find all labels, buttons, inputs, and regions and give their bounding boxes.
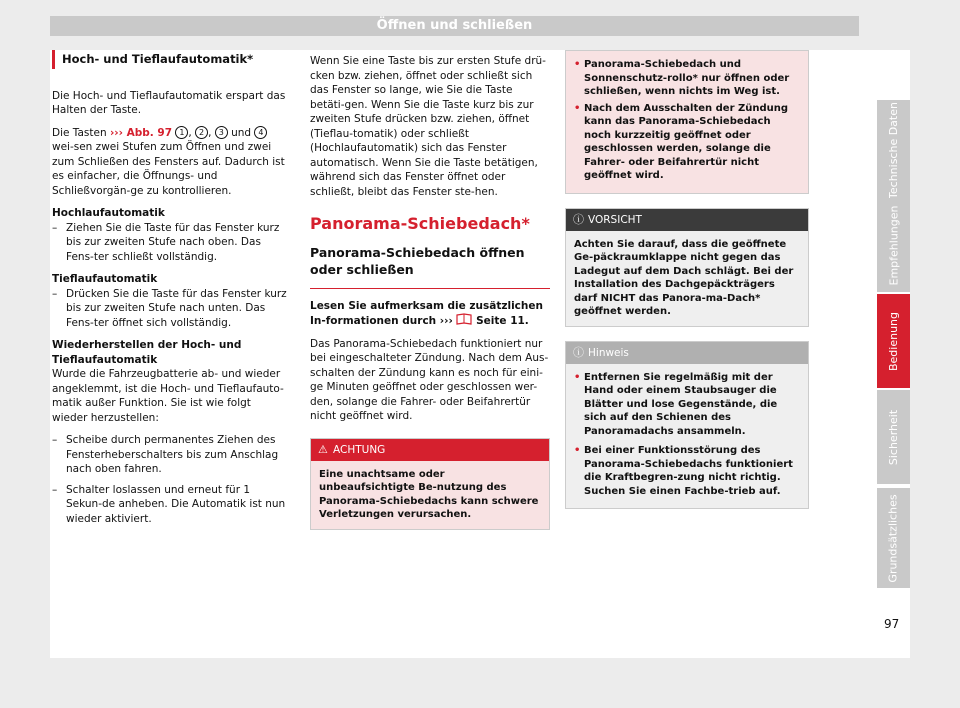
hinweis-body [566, 364, 808, 509]
seite-link[interactable]: Seite 11. [476, 315, 529, 327]
bullet-item: • Nach dem Ausschalten der Zündung kann das Panorama-Schiebedach noch kurzzeitig geöffnet oder geschlossen werden, solange die Fahrer- oder Beifahrertür nicht geöffnet wird. [574, 102, 800, 183]
wieder-list [52, 433, 287, 526]
wieder-title: Wiederherstellen der Hoch- und Tieflaufautomatik [52, 339, 242, 366]
tab-label: Bedienung [887, 311, 900, 371]
big-title: Panorama-Schiebedach* [310, 214, 530, 233]
vorsicht-title: VORSICHT [588, 213, 642, 226]
hinweis-head [566, 342, 808, 364]
tief-title: Tieflaufautomatik [52, 273, 158, 285]
list-item: – Drücken Sie die Taste für das Fenster kurz bis zur zweiten Stufe nach unten. Das Fens-ter öffnet sich vollständig. [52, 287, 287, 331]
page-number: 97 [884, 617, 900, 631]
intro-text: Die Hoch- und Tieflaufautomatik erspart das Halten der Taste. [52, 89, 286, 116]
warning-icon: ⚠ [318, 442, 328, 456]
achtung-continued-body [566, 51, 808, 193]
list-item: – Schalter loslassen und erneut für 1 Sekun-de anheben. Die Automatik ist nun wieder aktiviert. [52, 483, 287, 527]
achtung-head [311, 439, 549, 461]
figure-link[interactable]: ››› Abb. 97 [109, 126, 173, 139]
list-item: – Scheibe durch permanentes Ziehen des Fensterheberschalters bis zum Anschlag nach oben fahren. [52, 433, 287, 477]
column-middle [310, 54, 550, 542]
und-word: und [231, 126, 252, 139]
book-icon [456, 313, 472, 325]
tab-grundsaetzliches[interactable] [877, 488, 910, 588]
hinweis-box [565, 341, 809, 510]
hinweis-title: Hinweis [588, 346, 629, 359]
vorsicht-box [565, 208, 809, 327]
tab-sicherheit[interactable] [877, 390, 910, 484]
column-right [565, 50, 809, 521]
tasten-paragraph: Die Tasten ››› Abb. 97 1 , 2 , 3 und 4 wei-sen zwei Stufen zum Öffnen und zwei zum Schließen des Fensters auf. Dadurch ist es einfacher, die Öffnungs- und Schließvorgän-ge zu kontrollieren. [52, 126, 285, 197]
bullet-item: • Panorama-Schiebedach und Sonnenschutz-rollo* nur öffnen oder schließen, wenn nichts im Weg ist. [574, 58, 800, 99]
tasten-pre: Die Tasten [52, 126, 107, 139]
number-badge-2: 2 [195, 126, 208, 139]
achtung-box [310, 438, 550, 530]
lesen-line [310, 299, 550, 329]
column-left [52, 50, 287, 534]
bullet-item: • Bei einer Funktionsstörung des Panorama-Schiebedachs funktioniert die Kraftbegren-zung nicht richtig. Suchen Sie einen Fachbe-trieb auf. [574, 444, 800, 498]
achtung-continued-box [565, 50, 809, 194]
tab-bedienung[interactable] [877, 294, 910, 388]
hoch-title: Hochlaufautomatik [52, 207, 165, 219]
number-badge-4: 4 [254, 126, 267, 139]
tab-empfehlungen[interactable] [877, 198, 910, 292]
info-icon: ⓘ [573, 345, 584, 359]
achtung-title: ACHTUNG [333, 443, 386, 456]
sub-title: Panorama-Schiebedach öffnen oder schließen [310, 244, 550, 289]
bullet-item: • Entfernen Sie regelmäßig mit der Hand oder einem Staubsauger die Blätter und lose Gegenstände, die sich auf den Schienen des Panoramadachs ansammeln. [574, 371, 800, 439]
tab-label: Sicherheit [887, 409, 901, 465]
lesen-text: Lesen Sie aufmerksam die zusätzlichen In-formationen durch ››› [310, 299, 543, 327]
tab-technische-daten[interactable] [877, 100, 910, 200]
tab-label: Grundsätzliches [887, 493, 901, 583]
hoch-list [52, 221, 287, 265]
section-title: Hoch- und Tieflaufautomatik* [52, 50, 287, 69]
page-header: Öffnen und schließen [50, 16, 859, 36]
list-item: – Ziehen Sie die Taste für das Fenster kurz bis zur zweiten Stufe nach oben. Das Fens-ter schließt vollständig. [52, 221, 287, 265]
tab-label: Technische Daten [887, 101, 901, 199]
text-paragraph-2: Das Panorama-Schiebedach funktioniert nur bei eingeschalteter Zündung. Nach dem Aus-schalten der Zündung kann es noch für eini-ge Minuten geöffnet oder geschlossen wer-den, solange die Fahrer- oder Beifahrertür nicht geöffnet wird. [310, 337, 549, 422]
wieder-text: Wurde die Fahrzeugbatterie ab- und wieder angeklemmt, ist die Hoch- und Tieflaufauto-matik außer Funktion. Sie ist wie folgt wieder herzustellen: [52, 368, 284, 424]
tasten-post: wei-sen zwei Stufen zum Öffnen und zwei zum Schließen des Fensters auf. Dadurch ist es einfacher, die Öffnungs- und Schließvorgän-ge zu kontrollieren. [52, 141, 285, 197]
tab-label: Empfehlungen [887, 205, 901, 285]
achtung-body: Eine unachtsame oder unbeaufsichtigte Be-nutzung des Panorama-Schiebedachs kann schwere Verletzungen verursachen. [311, 461, 549, 529]
vorsicht-head [566, 209, 808, 231]
tief-list [52, 287, 287, 331]
caution-icon: ⓘ [573, 212, 584, 226]
number-badge-3: 3 [215, 126, 228, 139]
vorsicht-body: Achten Sie darauf, dass die geöffnete Ge-päckraumklappe nicht gegen das Ladegut auf dem Dach schlägt. Bei der Installation des Dachgepäckträgers darf NICHT das Panora-ma-Dach* geöffnet werden. [566, 231, 808, 326]
text-paragraph: Wenn Sie eine Taste bis zur ersten Stufe drü-cken bzw. ziehen, öffnet oder schließt sich das Fenster so lange, wie Sie die Taste betäti-gen. Wenn Sie die Taste kurz bis zur zweiten Stufe drücken bzw. ziehen, öffnet (Tieflau-tomatik) oder schließt (Hochlaufautomatik) sich das Fenster automatisch. Wenn Sie die Taste betätigen, während sich das Fenster öffnet oder schließt, bleibt das Fenster ste-hen. [310, 55, 546, 198]
number-badge-1: 1 [175, 126, 188, 139]
